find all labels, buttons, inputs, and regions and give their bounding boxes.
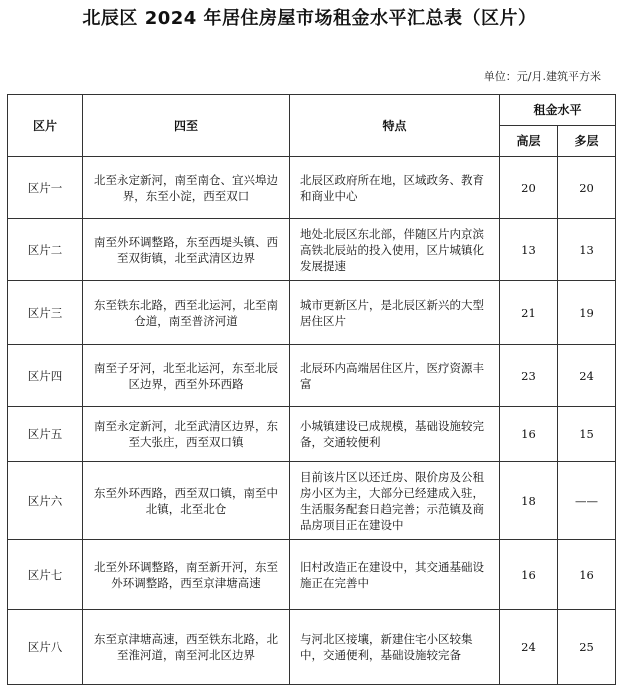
high-rise-rent-cell: 18 [500, 462, 558, 540]
multi-story-rent-cell: 16 [558, 540, 616, 610]
high-rise-rent-cell: 21 [500, 281, 558, 345]
district-cell: 区片四 [8, 345, 83, 407]
multi-story-rent-cell: —— [558, 462, 616, 540]
multi-story-rent-cell: 24 [558, 345, 616, 407]
boundary-cell: 南至永定新河，北至武清区边界，东至大张庄，西至双口镇 [83, 407, 290, 462]
header-boundary: 四至 [83, 95, 290, 157]
district-cell: 区片一 [8, 157, 83, 219]
high-rise-rent-cell: 23 [500, 345, 558, 407]
multi-story-rent-cell: 15 [558, 407, 616, 462]
table-row [8, 157, 616, 219]
table-row [8, 219, 616, 281]
district-cell: 区片六 [8, 462, 83, 540]
boundary-cell: 北至外环调整路，南至新开河，东至外环调整路，西至京津塘高速 [83, 540, 290, 610]
high-rise-rent-cell: 24 [500, 610, 558, 685]
high-rise-rent-cell: 16 [500, 407, 558, 462]
district-cell: 区片七 [8, 540, 83, 610]
multi-story-rent-cell: 19 [558, 281, 616, 345]
district-cell: 区片二 [8, 219, 83, 281]
table-row [8, 540, 616, 610]
high-rise-rent-cell: 13 [500, 219, 558, 281]
unit-note: 单位：元/月.建筑平方米 [483, 70, 601, 83]
feature-cell: 小城镇建设已成规模，基础设施较完备，交通较便利 [290, 407, 500, 462]
table-row [8, 345, 616, 407]
boundary-cell: 北至永定新河，南至南仓、宜兴埠边界，东至小淀，西至双口 [83, 157, 290, 219]
multi-story-rent-cell: 25 [558, 610, 616, 685]
feature-cell: 城市更新区片，是北辰区新兴的大型居住区片 [290, 281, 500, 345]
district-cell: 区片八 [8, 610, 83, 685]
table-row [8, 610, 616, 685]
header-high-rise: 高层 [500, 126, 558, 157]
high-rise-rent-cell: 16 [500, 540, 558, 610]
high-rise-rent-cell: 20 [500, 157, 558, 219]
table-row [8, 407, 616, 462]
boundary-cell: 东至京津塘高速，西至铁东北路，北至淮河道，南至河北区边界 [83, 610, 290, 685]
header-district: 区片 [8, 95, 83, 157]
feature-cell: 北辰区政府所在地，区域政务、教育和商业中心 [290, 157, 500, 219]
table-row [8, 462, 616, 540]
boundary-cell: 东至铁东北路，西至北运河，北至南仓道，南至普济河道 [83, 281, 290, 345]
district-cell: 区片三 [8, 281, 83, 345]
page-title: 北辰区 2024 年居住房屋市场租金水平汇总表（区片） [82, 8, 537, 29]
boundary-cell: 南至外环调整路，东至西堤头镇、西至双街镇，北至武清区边界 [83, 219, 290, 281]
feature-cell: 与河北区接壤，新建住宅小区较集中，交通便利，基础设施较完备 [290, 610, 500, 685]
feature-cell: 旧村改造正在建设中，其交通基础设施正在完善中 [290, 540, 500, 610]
header-rent-level: 租金水平 [500, 95, 616, 126]
table-row [8, 281, 616, 345]
multi-story-rent-cell: 20 [558, 157, 616, 219]
header-multi-story: 多层 [558, 126, 616, 157]
feature-cell: 地处北辰区东北部，伴随区片内京滨高铁北辰站的投入使用，区片城镇化发展提速 [290, 219, 500, 281]
rent-table [7, 94, 616, 685]
boundary-cell: 东至外环西路，西至双口镇，南至中北镇，北至北仓 [83, 462, 290, 540]
feature-cell: 目前该片区以还迁房、限价房及公租房小区为主，大部分已经建成入驻，生活服务配套日趋完善；示范镇及商品房项目正在建设中 [290, 462, 500, 540]
header-feature: 特点 [290, 95, 500, 157]
district-cell: 区片五 [8, 407, 83, 462]
boundary-cell: 南至子牙河，北至北运河，东至北辰区边界，西至外环西路 [83, 345, 290, 407]
feature-cell: 北辰环内高端居住区片，医疗资源丰富 [290, 345, 500, 407]
multi-story-rent-cell: 13 [558, 219, 616, 281]
